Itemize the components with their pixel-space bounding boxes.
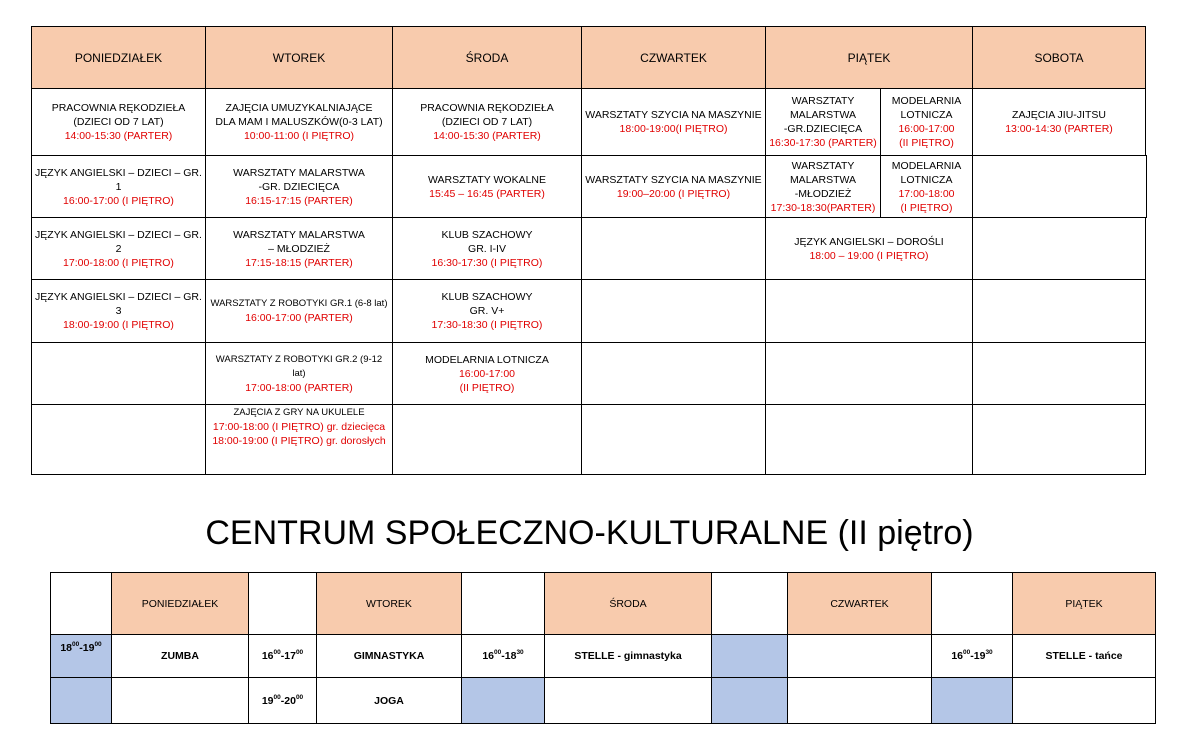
activity-name: JĘZYK ANGIELSKI – DZIECI – GR. 3 (35, 291, 202, 317)
csk-time-cell (248, 634, 317, 678)
schedule-cell (205, 342, 393, 405)
csk-header-spacer (248, 572, 317, 635)
activity-name: GIMNASTYKA (353, 650, 425, 662)
activity-name: WARSZTATY WOKALNE (427, 173, 547, 186)
csk-header-thursday (787, 572, 932, 635)
csk-activity-cell (316, 677, 462, 724)
csk-header-tuesday (316, 572, 462, 635)
time-range: $16^{00}-19^{30}$ (951, 649, 993, 662)
activity-name: WARSZTATY MALARSTWA (233, 166, 365, 179)
csk-activity-cell-empty (1012, 677, 1156, 724)
activity-time: 16:30-17:30 (I PIĘTRO) (431, 256, 543, 269)
csk-activity-cell-empty (544, 677, 712, 724)
activity-name: MODELARNIA (891, 159, 962, 172)
schedule-cell (205, 217, 393, 280)
header-label: SOBOTA (1034, 50, 1084, 65)
activity-name: MODELARNIA LOTNICZA (425, 353, 549, 366)
schedule-cell (31, 155, 206, 218)
csk-time-cell (248, 677, 317, 724)
activity-time: (II PIĘTRO) (459, 381, 515, 394)
csk-activity-cell-empty (787, 677, 932, 724)
activity-name: ZAJĘCIA Z GRY NA UKULELE (233, 407, 365, 418)
activity-time: 18:00 – 19:00 (I PIĘTRO) (809, 249, 929, 262)
activity-time: 17:30-18:30(PARTER) (770, 201, 876, 214)
csk-header-wednesday (544, 572, 712, 635)
header-label: PIĄTEK (847, 50, 891, 65)
activity-time: 15:45 – 16:45 (PARTER) (429, 187, 545, 200)
time-range: $19^{00}-20^{00}$ (261, 693, 304, 707)
schedule-cell (392, 88, 582, 156)
csk-header-spacer (711, 572, 788, 635)
schedule-cell (880, 155, 973, 218)
header-label: ŚRODA (465, 50, 509, 65)
header-tuesday (205, 26, 393, 89)
activity-time: 17:15-18:15 (PARTER) (245, 256, 353, 269)
activity-name: MALARSTWA (789, 109, 857, 121)
schedule-cell-empty (581, 404, 766, 475)
activity-name: WARSZTATY Z ROBOTYKI GR.1 (6-8 lat) (210, 298, 388, 309)
csk-activity-cell-empty (111, 677, 249, 724)
activity-time: (I PIĘTRO) (900, 201, 953, 214)
csk-time-cell-empty (461, 677, 545, 724)
activity-time: 16:15-17:15 (PARTER) (245, 194, 353, 207)
activity-time: 13:00-14:30 (PARTER) (1005, 123, 1113, 135)
schedule-cell-empty (765, 342, 973, 405)
activity-name: JOGA (374, 694, 404, 707)
csk-time-cell-empty (50, 677, 112, 724)
activity-time: 17:00-18:00 (PARTER) (245, 381, 353, 394)
schedule-cell (880, 88, 973, 156)
schedule-cell-empty (581, 279, 766, 343)
csk-activity-cell (111, 634, 249, 678)
csk-activity-cell-empty (787, 634, 932, 678)
activity-time: 17:00-18:00 (898, 187, 955, 200)
schedule-cell (392, 279, 582, 343)
activity-time: 18:00-19:00 (I PIĘTRO) (63, 319, 174, 331)
schedule-cell (31, 88, 206, 156)
schedule-cell-empty (31, 342, 206, 405)
activity-name: PRACOWNIA RĘKODZIEŁA (51, 102, 186, 114)
activity-name: WARSZTATY SZYCIA NA MASZYNIE (585, 109, 762, 121)
activity-name: JĘZYK ANGIELSKI – DZIECI – GR. 2 (35, 228, 202, 255)
schedule-cell-empty (972, 342, 1146, 405)
activity-name: LOTNICZA (900, 109, 953, 121)
activity-time: (II PIĘTRO) (899, 137, 954, 149)
csk-time-cell-empty (711, 677, 788, 724)
activity-name: WARSZTATY MALARSTWA (233, 228, 365, 241)
csk-time-cell (461, 634, 545, 678)
csk-time-cell-empty (711, 634, 788, 678)
header-label: CZWARTEK (830, 597, 889, 610)
header-label: WTOREK (272, 50, 326, 65)
schedule-cell (205, 155, 393, 218)
schedule-cell (765, 217, 973, 280)
schedule-cell-empty (972, 404, 1146, 475)
activity-name: ZUMBA (161, 650, 199, 662)
activity-name: WARSZTATY (791, 95, 855, 107)
csk-time-cell (931, 634, 1013, 678)
schedule-cell-empty (765, 279, 973, 343)
schedule-cell (392, 342, 582, 405)
csk-header-spacer (461, 572, 545, 635)
activity-time: 16:00-17:00 (PARTER) (245, 312, 353, 324)
activity-name: JĘZYK ANGIELSKI – DZIECI – GR. 1 (35, 166, 202, 193)
activity-name: LOTNICZA (900, 173, 953, 186)
header-monday (31, 26, 206, 89)
activity-note: (DZIECI OD 7 LAT) (73, 116, 164, 128)
schedule-cell-empty (581, 342, 766, 405)
section-title: CENTRUM SPOŁECZNO-KULTURALNE (II piętro) (205, 514, 974, 552)
header-thursday (581, 26, 766, 89)
schedule-cell (581, 155, 766, 218)
activity-name: ZAJĘCIA JIU-JITSU (1012, 109, 1106, 121)
csk-time-cell (50, 634, 112, 678)
activity-time: 16:30-17:30 (PARTER) (769, 137, 877, 149)
activity-time: 17:30-18:30 (I PIĘTRO) (431, 319, 543, 331)
activity-note: -GR. DZIECIĘCA (258, 180, 340, 193)
activity-name: MODELARNIA (891, 95, 962, 107)
activity-time: 16:00-17:00 (898, 123, 955, 135)
csk-header-spacer (931, 572, 1013, 635)
csk-header-monday (111, 572, 249, 635)
header-friday (765, 26, 973, 89)
header-wednesday (392, 26, 582, 89)
activity-name: JĘZYK ANGIELSKI – DOROŚLI (794, 235, 944, 248)
activity-name: WARSZTATY (791, 159, 855, 172)
activity-note: -GR.DZIECIĘCA (783, 123, 863, 135)
activity-time: 14:00-15:30 (PARTER) (64, 130, 173, 142)
header-label: PONIEDZIAŁEK (74, 50, 163, 65)
activity-name: KLUB SZACHOWY (441, 291, 533, 303)
activity-time: 18:00-19:00 (I PIĘTRO) gr. dorosłych (212, 435, 386, 447)
csk-time-cell-empty (931, 677, 1013, 724)
time-range: $18^{00}-19^{00}$ (60, 641, 102, 654)
schedule-cell (392, 217, 582, 280)
header-label: ŚRODA (609, 597, 647, 610)
activity-time: 16:00-17:00 (I PIĘTRO) (63, 194, 174, 207)
schedule-cell-empty (765, 404, 973, 475)
schedule-cell (392, 155, 582, 218)
time-range: $16^{00}-18^{30}$ (482, 649, 524, 662)
activity-name: PRACOWNIA RĘKODZIEŁA (420, 102, 554, 114)
schedule-cell (765, 88, 881, 156)
header-label: CZWARTEK (640, 50, 707, 65)
header-saturday (972, 26, 1146, 89)
schedule-cell-empty (581, 217, 766, 280)
schedule-cell (31, 279, 206, 343)
schedule-cell (205, 88, 393, 156)
header-label: WTOREK (366, 597, 412, 610)
schedule-cell (972, 88, 1146, 156)
activity-name: MALARSTWA (789, 173, 857, 186)
activity-note: DLA MAM I MALUSZKÓW(0-3 LAT) (215, 116, 383, 128)
activity-time: 17:00-18:00 (I PIĘTRO) (63, 256, 174, 269)
schedule-cell (31, 217, 206, 280)
schedule-cell-empty (972, 217, 1146, 280)
activity-note: GR. V+ (469, 305, 505, 317)
activity-name: STELLE - tańce (1045, 650, 1123, 662)
activity-note: – MŁODZIEŻ (268, 242, 330, 255)
activity-name: KLUB SZACHOWY (441, 228, 533, 241)
csk-header-spacer (50, 572, 112, 635)
csk-activity-cell (544, 634, 712, 678)
activity-note: -MŁODZIEŻ (794, 187, 852, 200)
schedule-cell-empty (31, 404, 206, 475)
activity-time: 18:00-19:00(I PIĘTRO) (619, 123, 728, 135)
schedule-cell-empty (972, 279, 1146, 343)
csk-activity-cell (1012, 634, 1156, 678)
schedule-cell (205, 279, 393, 343)
activity-name: WARSZTATY Z ROBOTYKI GR.2 (9-12 lat) (215, 353, 383, 379)
activity-time: 19:00–20:00 (I PIĘTRO) (616, 187, 731, 200)
activity-name: ZAJĘCIA UMUZYKALNIAJĄCE (225, 102, 373, 114)
schedule-cell-empty (972, 155, 1147, 218)
schedule-cell-empty (392, 404, 582, 475)
activity-time: 14:00-15:30 (PARTER) (433, 130, 541, 142)
activity-time: 16:00-17:00 (458, 367, 516, 380)
activity-note: (DZIECI OD 7 LAT) (441, 116, 533, 128)
schedule-cell (205, 404, 393, 475)
activity-note: GR. I-IV (468, 242, 506, 255)
csk-header-friday (1012, 572, 1156, 635)
schedule-cell (581, 88, 766, 156)
activity-name: WARSZTATY SZYCIA NA MASZYNIE (585, 173, 762, 186)
csk-activity-cell (316, 634, 462, 678)
header-label: PONIEDZIAŁEK (141, 597, 219, 610)
activity-name: STELLE - gimnastyka (574, 650, 682, 662)
time-range: $16^{00}-17^{00}$ (261, 649, 304, 662)
activity-time: 17:00-18:00 (I PIĘTRO) gr. dziecięca (212, 421, 386, 433)
header-label: PIĄTEK (1065, 597, 1103, 610)
schedule-cell (765, 155, 881, 218)
activity-time: 10:00-11:00 (I PIĘTRO) (243, 130, 355, 142)
